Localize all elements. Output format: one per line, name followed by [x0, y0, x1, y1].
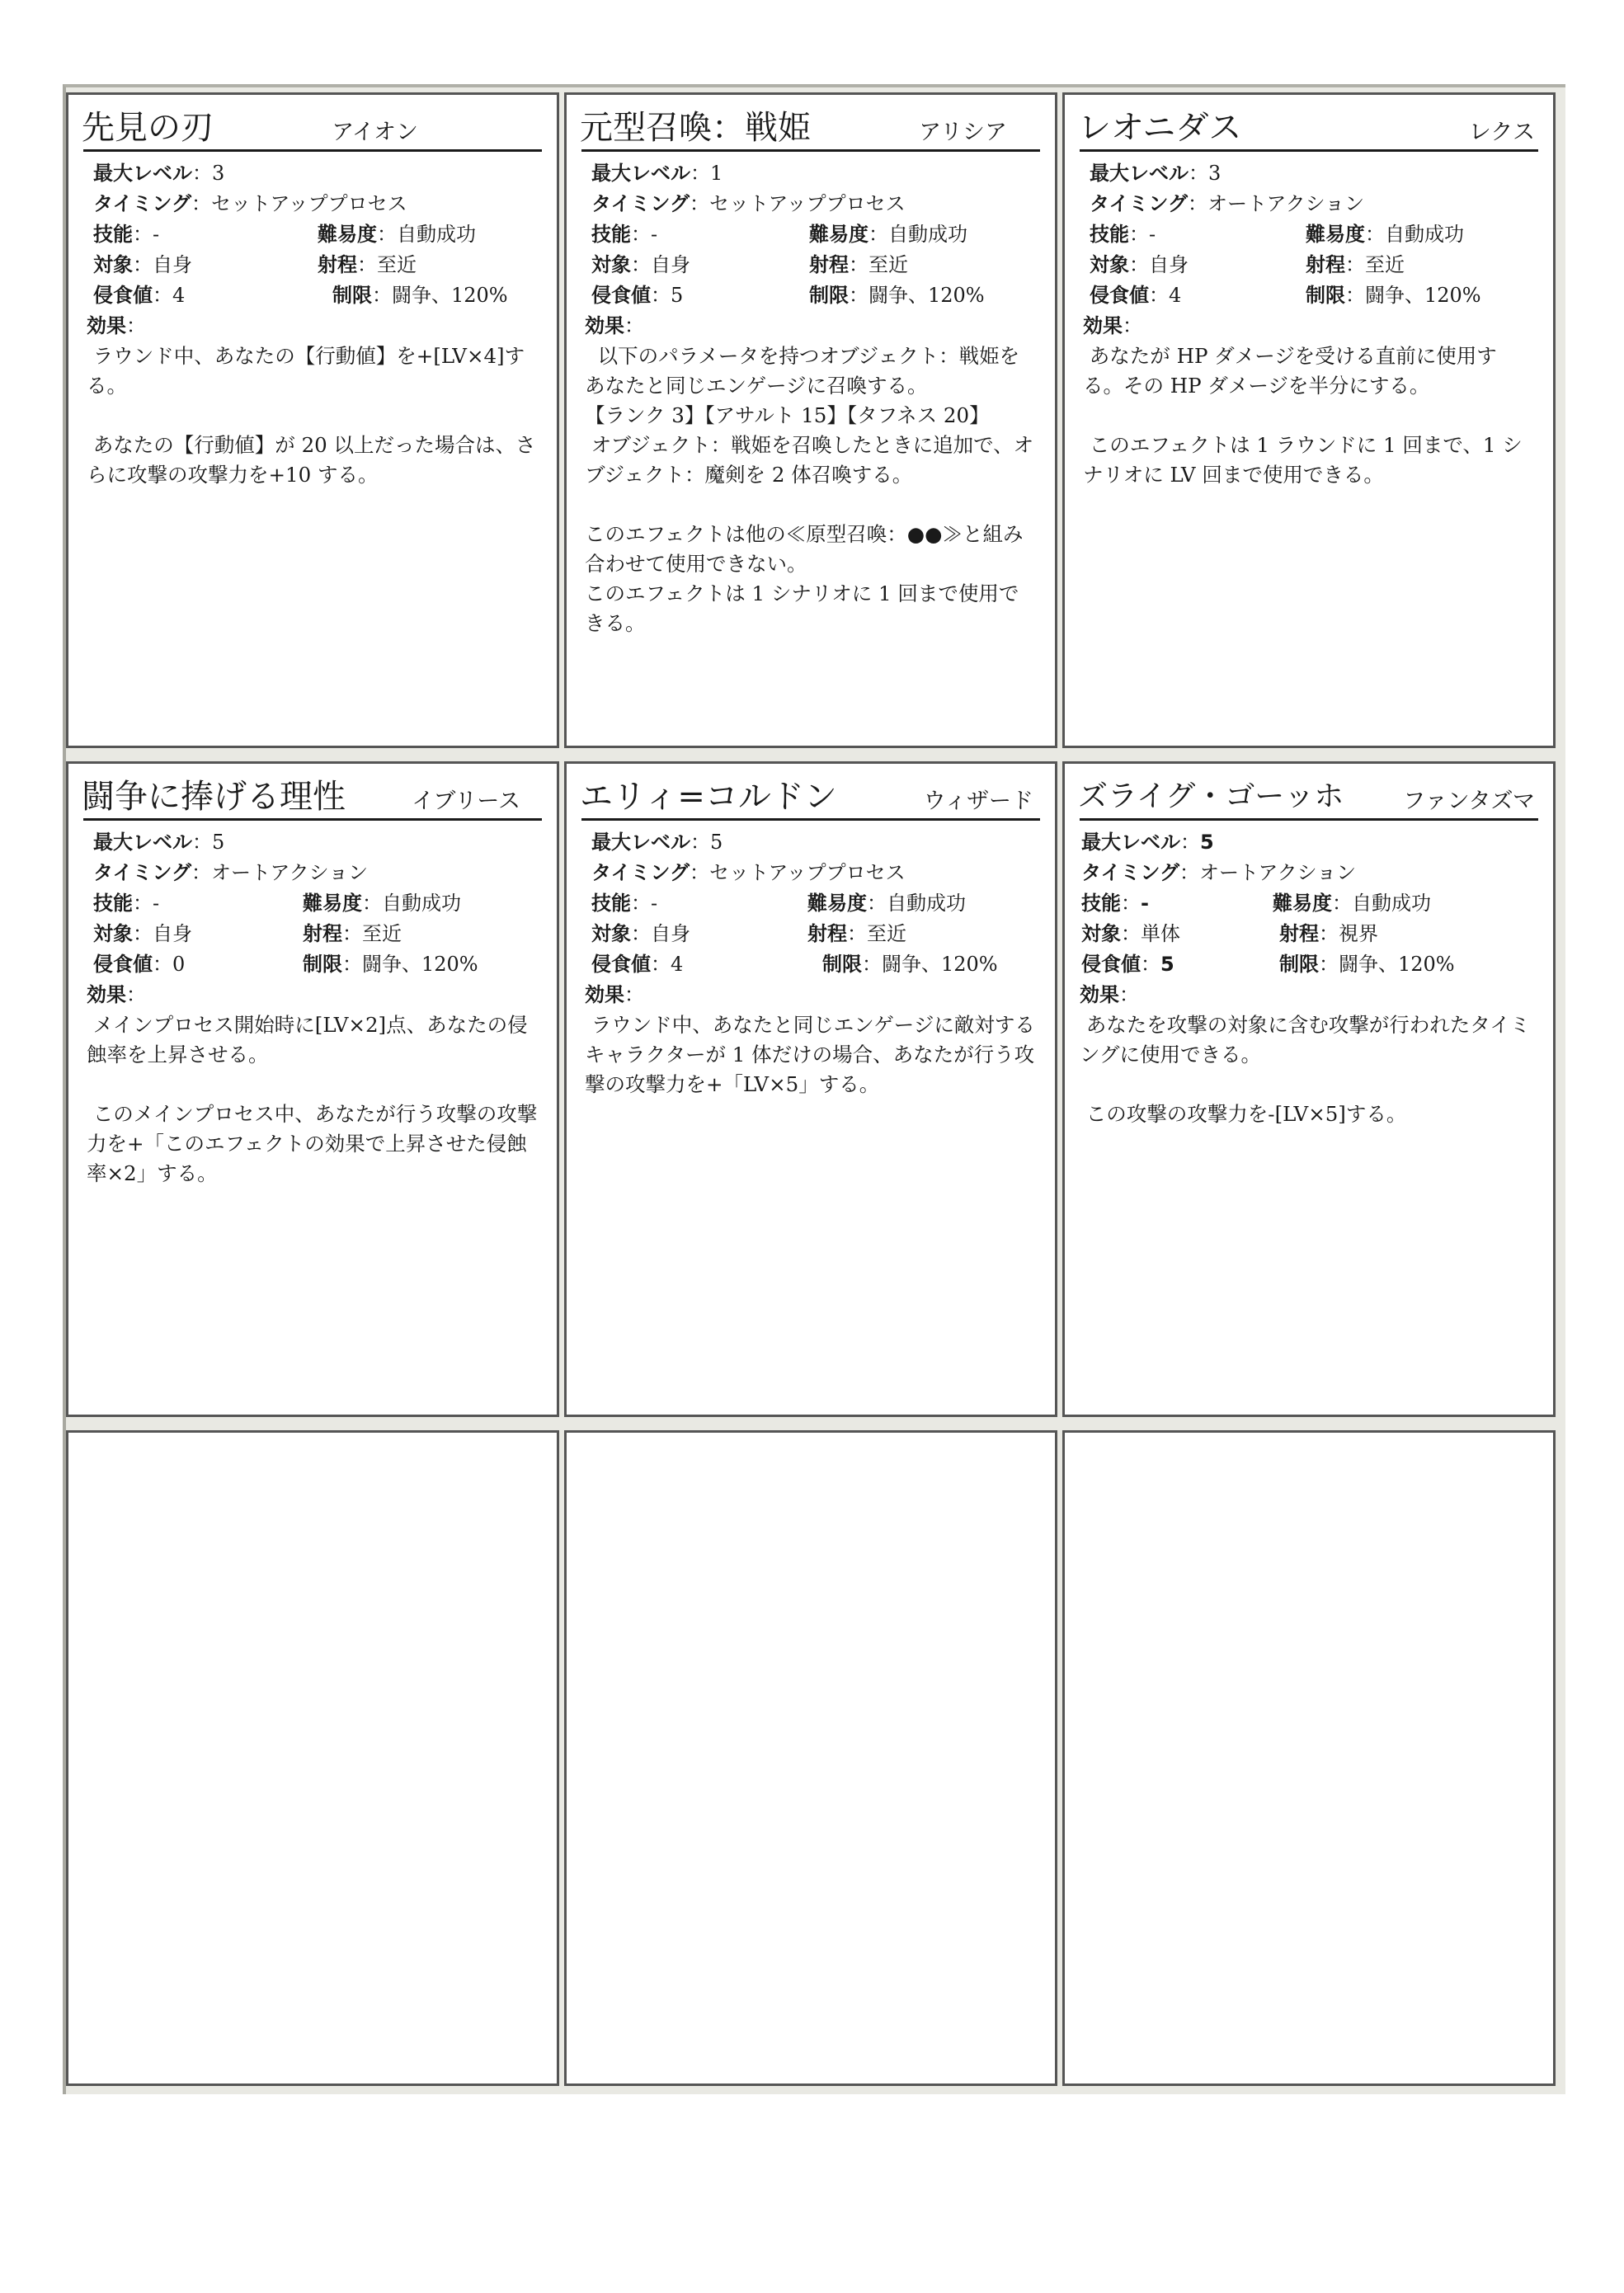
- card-header: [581, 101, 1040, 152]
- range-value: 至近: [362, 922, 402, 945]
- skill-label: 技能: [1081, 892, 1121, 915]
- erosion-label: 侵食値: [591, 284, 651, 307]
- range-value: 至近: [867, 922, 906, 945]
- max-level-label: 最大レベル: [591, 162, 690, 185]
- difficulty-value: 自動成功: [1385, 223, 1464, 246]
- card-fields: 最大レベル：5 タイミング：セットアッププロセス 技能：- 難易度：自動成功 対象：自身 射程：至近 侵食値：4 制限：闘争、120%: [591, 831, 998, 976]
- limit-value: 闘争、120%: [392, 284, 508, 307]
- card-owner: アイオン: [332, 120, 418, 145]
- card-fields: 最大レベル：5 タイミング：オートアクション 技能：- 難易度：自動成功 対象：自身 射程：至近 侵食値：0 制限：闘争、120%: [93, 831, 478, 976]
- erosion-value: 5: [671, 284, 684, 307]
- card-title: 元型召喚：戦姫: [580, 109, 811, 147]
- timing-label: タイミング: [93, 192, 192, 215]
- limit-value: 闘争、120%: [1365, 284, 1481, 307]
- target-label: 対象: [93, 253, 133, 276]
- target-label: 対象: [1081, 922, 1121, 945]
- card-title: 闘争に捧げる理性: [82, 778, 346, 816]
- target-label: 対象: [591, 922, 631, 945]
- erosion-value: 4: [172, 284, 186, 307]
- skill-label: 技能: [1090, 223, 1129, 246]
- effect-card: レオニダス レクス 最大レベル：3 タイミング：オートアクション 技能：- 難易度：自動成功 対象：自身 射程：至近 侵食値：4 制限：闘争、120% 効果： あなたが HP ダメージを受ける直前に使用する。その HP ダメージを半分にする。 このエフェクトは 1 ラウンドに 1 回まで、1 シナリオに LV 回まで使用できる。: [1062, 92, 1556, 748]
- range-value: 至近: [377, 253, 417, 276]
- effect-text: あなたが HP ダメージを受ける直前に使用する。その HP ダメージを半分にする。 このエフェクトは 1 ラウンドに 1 回まで、1 シナリオに LV 回まで使用できる。: [1083, 344, 1523, 487]
- range-label: 射程: [1279, 922, 1319, 945]
- erosion-label: 侵食値: [1090, 284, 1149, 307]
- timing-value: セットアッププロセス: [211, 192, 407, 215]
- target-value: 自身: [153, 253, 192, 276]
- effect-card: 元型召喚：戦姫 アリシア 最大レベル：1 タイミング：セットアッププロセス 技能：- 難易度：自動成功 対象：自身 射程：至近 侵食値：5 制限：闘争、120% 効果： 以下のパラメータを持つオブジェクト：戦姫をあなたと同じエンゲージに召喚する。 【ランク 3】【アサルト 15】【タフネス 20】 オブジェクト：戦姫を召喚したときに追加で、オブジェクト：魔剣を 2 体召喚する。 このエフェクトは他の≪原型召喚：●●≫と組み合わせて使用できない。 このエフェクトは 1 シナリオに 1 回まで使用できる。: [564, 92, 1057, 748]
- skill-label: 技能: [591, 223, 631, 246]
- max-level-value: 1: [710, 162, 723, 185]
- timing-label: タイミング: [1081, 861, 1180, 884]
- effect-card: 先見の刃 アイオン 最大レベル：3 タイミング：セットアッププロセス 技能：- 難易度：自動成功 対象：自身 射程：至近 侵食値：4 制限：闘争、120% 効果： ラウンド中、あなたの【行動値】を+[LV×4]する。 あなたの【行動値】が 20 以上だった場合は、さらに攻撃の攻撃力を+10 する。: [66, 92, 559, 748]
- empty-card: [66, 1430, 559, 2086]
- skill-label: 技能: [93, 892, 133, 915]
- difficulty-label: 難易度: [809, 223, 868, 246]
- difficulty-label: 難易度: [303, 892, 362, 915]
- card-owner: ウィザード: [923, 789, 1033, 814]
- range-label: 射程: [809, 253, 849, 276]
- timing-value: セットアッププロセス: [709, 192, 906, 215]
- card-title: エリィ=コルドン: [580, 778, 837, 816]
- max-level-value: 5: [212, 831, 225, 854]
- max-level-label: 最大レベル: [1090, 162, 1189, 185]
- difficulty-value: 自動成功: [888, 223, 967, 246]
- difficulty-value: 自動成功: [887, 892, 966, 915]
- max-level-value: 5: [1200, 831, 1214, 854]
- timing-value: オートアクション: [1199, 861, 1357, 884]
- limit-value: 闘争、120%: [882, 953, 998, 976]
- effect-text: 以下のパラメータを持つオブジェクト：戦姫をあなたと同じエンゲージに召喚する。 【ランク 3】【アサルト 15】【タフネス 20】 オブジェクト：戦姫を召喚したときに追加で、オブジェクト：魔剣を 2 体召喚する。 このエフェクトは他の≪原型召喚：●●≫と組み合わせて使用できない。 このエフェクトは 1 シナリオに 1 回まで使用できる。: [585, 344, 1034, 635]
- range-label: 射程: [303, 922, 342, 945]
- effect-label: 効果: [87, 314, 126, 337]
- limit-label: 制限: [332, 284, 372, 307]
- card-fields: 最大レベル：3 タイミング：セットアッププロセス 技能：- 難易度：自動成功 対象：自身 射程：至近 侵食値：4 制限：闘争、120%: [93, 162, 508, 307]
- card-owner: ファンタズマ: [1403, 789, 1535, 814]
- max-level-value: 3: [212, 162, 225, 185]
- empty-card: [1062, 1430, 1556, 2086]
- target-value: 自身: [1149, 253, 1189, 276]
- skill-value: -: [1149, 223, 1156, 246]
- difficulty-label: 難易度: [807, 892, 867, 915]
- range-value: 至近: [868, 253, 908, 276]
- card-fields: 最大レベル：3 タイミング：オートアクション 技能：- 難易度：自動成功 対象：自身 射程：至近 侵食値：4 制限：闘争、120%: [1090, 162, 1481, 307]
- erosion-label: 侵食値: [93, 953, 153, 976]
- range-label: 射程: [318, 253, 357, 276]
- limit-value: 闘争、120%: [1339, 953, 1455, 976]
- target-value: 自身: [651, 922, 690, 945]
- timing-value: オートアクション: [211, 861, 369, 884]
- erosion-value: 4: [1169, 284, 1182, 307]
- card-owner: イブリース: [412, 789, 520, 814]
- range-label: 射程: [1306, 253, 1345, 276]
- max-level-label: 最大レベル: [591, 831, 690, 854]
- effect-card: 闘争に捧げる理性 イブリース 最大レベル：5 タイミング：オートアクション 技能：- 難易度：自動成功 対象：自身 射程：至近 侵食値：0 制限：闘争、120% 効果： メインプロセス開始時に[LV×2]点、あなたの侵蝕率を上昇させる。 このメインプロセス中、あなたが行う攻撃の攻撃力を+「このエフェクトの効果で上昇させた侵蝕率×2」する。: [66, 761, 559, 1417]
- skill-value: -: [153, 223, 160, 246]
- erosion-label: 侵食値: [591, 953, 651, 976]
- effect-card: ズライグ・ゴーッホ ファンタズマ 最大レベル：5 タイミング：オートアクション 技能：- 難易度：自動成功 対象：単体 射程：視界 侵食値：5 制限：闘争、120% 効果： あなたを攻撃の対象に含む攻撃が行われたタイミングに使用できる。 この攻撃の攻撃力を-[LV×5]する。: [1062, 761, 1556, 1417]
- effect-text: ラウンド中、あなたと同じエンゲージに敵対するキャラクターが 1 体だけの場合、あなたが行う攻撃の攻撃力を+「LV×5」する。: [585, 1013, 1035, 1096]
- card-fields: 最大レベル：5 タイミング：オートアクション 技能：- 難易度：自動成功 対象：単体 射程：視界 侵食値：5 制限：闘争、120%: [1081, 831, 1455, 976]
- limit-label: 制限: [822, 953, 862, 976]
- timing-value: オートアクション: [1207, 192, 1365, 215]
- max-level-label: 最大レベル: [1081, 831, 1180, 854]
- effect-text: メインプロセス開始時に[LV×2]点、あなたの侵蝕率を上昇させる。 このメインプロセス中、あなたが行う攻撃の攻撃力を+「このエフェクトの効果で上昇させた侵蝕率×2」する。: [87, 1013, 538, 1185]
- effect-label: 効果: [585, 983, 624, 1006]
- skill-value: -: [651, 223, 658, 246]
- difficulty-label: 難易度: [1273, 892, 1332, 915]
- effect-label: 効果: [585, 314, 624, 337]
- target-label: 対象: [1090, 253, 1129, 276]
- card-header: [1080, 101, 1538, 152]
- card-owner: アリシア: [919, 120, 1007, 145]
- difficulty-value: 自動成功: [382, 892, 461, 915]
- effect-label: 効果: [1080, 983, 1119, 1006]
- card-owner: レクス: [1468, 120, 1535, 145]
- max-level-value: 3: [1208, 162, 1222, 185]
- max-level-label: 最大レベル: [93, 831, 192, 854]
- card-header: [83, 101, 542, 152]
- skill-label: 技能: [591, 892, 631, 915]
- card-title: 先見の刃: [82, 109, 214, 147]
- range-label: 射程: [807, 922, 847, 945]
- difficulty-label: 難易度: [1306, 223, 1365, 246]
- skill-label: 技能: [93, 223, 133, 246]
- erosion-value: 5: [1160, 953, 1174, 976]
- limit-value: 闘争、120%: [362, 953, 478, 976]
- erosion-value: 0: [172, 953, 186, 976]
- limit-label: 制限: [809, 284, 849, 307]
- range-value: 至近: [1365, 253, 1405, 276]
- target-label: 対象: [591, 253, 631, 276]
- effect-label: 効果: [87, 983, 126, 1006]
- timing-label: タイミング: [1090, 192, 1189, 215]
- card-title: レオニダス: [1078, 109, 1242, 147]
- max-level-label: 最大レベル: [93, 162, 192, 185]
- limit-value: 闘争、120%: [868, 284, 985, 307]
- erosion-label: 侵食値: [1081, 953, 1141, 976]
- card-header: [83, 770, 542, 821]
- difficulty-value: 自動成功: [1352, 892, 1431, 915]
- limit-label: 制限: [1306, 284, 1345, 307]
- timing-label: タイミング: [93, 861, 192, 884]
- target-label: 対象: [93, 922, 133, 945]
- timing-label: タイミング: [591, 861, 690, 884]
- range-value: 視界: [1339, 922, 1378, 945]
- effect-label: 効果: [1083, 314, 1123, 337]
- card-header: [1080, 770, 1538, 821]
- limit-label: 制限: [303, 953, 342, 976]
- difficulty-label: 難易度: [318, 223, 377, 246]
- effect-text: あなたを攻撃の対象に含む攻撃が行われたタイミングに使用できる。 この攻撃の攻撃力を-[LV×5]する。: [1080, 1013, 1531, 1126]
- empty-card: [564, 1430, 1057, 2086]
- target-value: 単体: [1141, 922, 1180, 945]
- erosion-label: 侵食値: [93, 284, 153, 307]
- skill-value: -: [153, 892, 160, 915]
- card-title: ズライグ・ゴーッホ: [1078, 779, 1344, 813]
- difficulty-value: 自動成功: [397, 223, 476, 246]
- skill-value: -: [1141, 892, 1149, 915]
- effect-text: ラウンド中、あなたの【行動値】を+[LV×4]する。 あなたの【行動値】が 20 以上だった場合は、さらに攻撃の攻撃力を+10 する。: [87, 344, 536, 487]
- effect-card: エリィ=コルドン ウィザード 最大レベル：5 タイミング：セットアッププロセス 技能：- 難易度：自動成功 対象：自身 射程：至近 侵食値：4 制限：闘争、120% 効果： ラウンド中、あなたと同じエンゲージに敵対するキャラクターが 1 体だけの場合、あなたが行う攻撃の攻撃力を+「LV×5」する。: [564, 761, 1057, 1417]
- card-sheet: [63, 84, 1565, 2094]
- limit-label: 制限: [1279, 953, 1319, 976]
- skill-value: -: [651, 892, 658, 915]
- card-header: [581, 770, 1040, 821]
- timing-label: タイミング: [591, 192, 690, 215]
- target-value: 自身: [153, 922, 192, 945]
- target-value: 自身: [651, 253, 690, 276]
- card-fields: 最大レベル：1 タイミング：セットアッププロセス 技能：- 難易度：自動成功 対象：自身 射程：至近 侵食値：5 制限：闘争、120%: [591, 162, 985, 307]
- erosion-value: 4: [671, 953, 684, 976]
- max-level-value: 5: [710, 831, 723, 854]
- timing-value: セットアッププロセス: [709, 861, 906, 884]
